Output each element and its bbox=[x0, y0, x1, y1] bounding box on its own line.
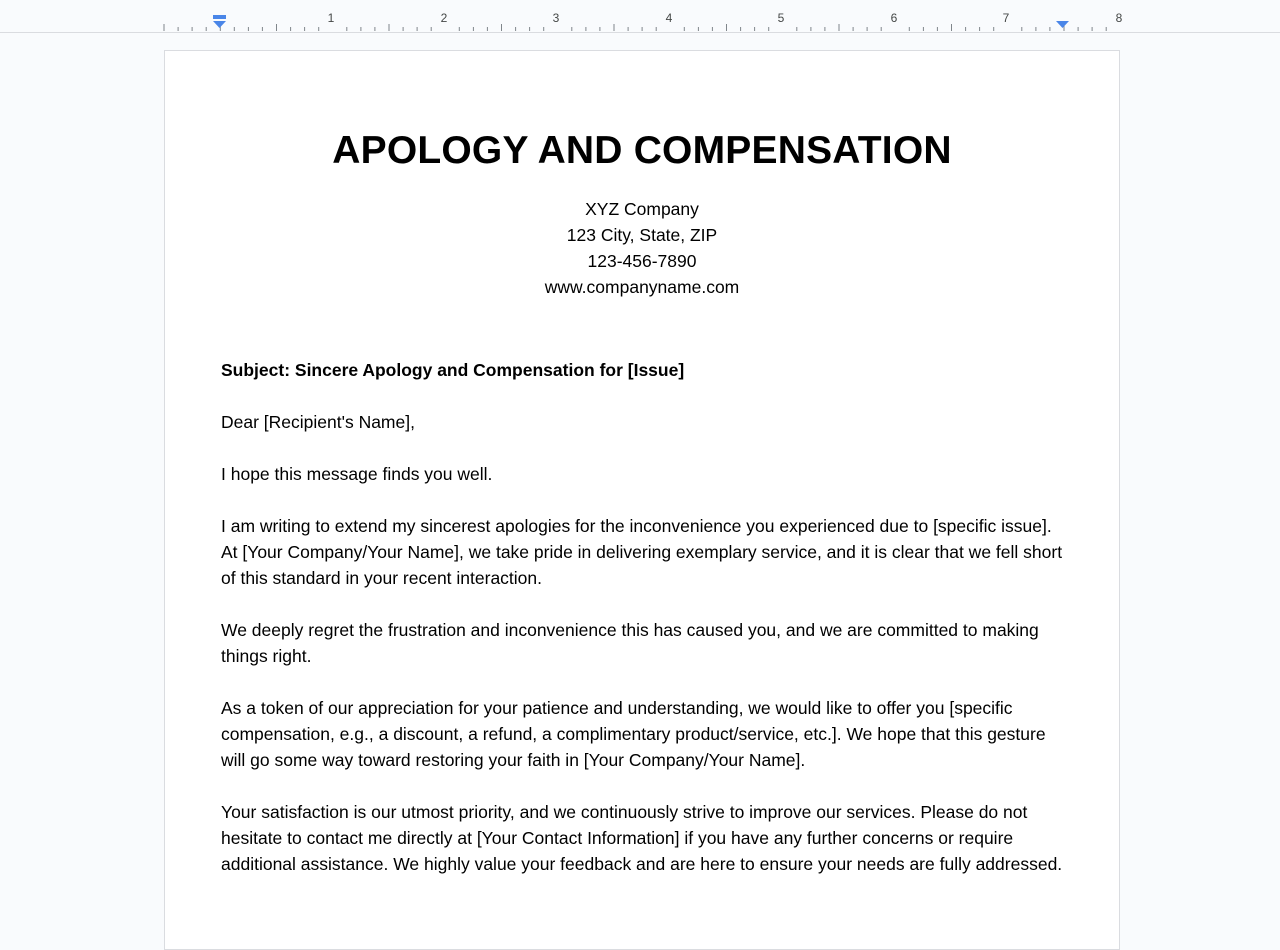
company-name[interactable]: XYZ Company bbox=[585, 199, 699, 219]
body-paragraph[interactable]: I hope this message finds you well. bbox=[221, 464, 493, 484]
ruler-number: 1 bbox=[327, 11, 335, 25]
company-website[interactable]: www.companyname.com bbox=[544, 277, 740, 297]
greeting[interactable]: Dear [Recipient's Name], bbox=[221, 412, 415, 432]
ruler-ticks bbox=[0, 0, 1280, 32]
body-paragraph[interactable]: Your satisfaction is our utmost priority, and we continuously strive to improve our services. Please do not hesitate to contact me directly at [Your Contact Information] if you have any further concerns or require additional assistance. We highly value your feedback and are here to ensure your needs are fully addressed. bbox=[221, 802, 1063, 874]
company-address-block[interactable] bbox=[165, 196, 1119, 300]
horizontal-ruler[interactable] bbox=[0, 0, 1280, 33]
ruler-number: 4 bbox=[665, 11, 673, 25]
document-page[interactable] bbox=[164, 50, 1120, 950]
ruler-number: 7 bbox=[1002, 11, 1010, 25]
ruler-number: 5 bbox=[777, 11, 785, 25]
first-line-indent-marker[interactable] bbox=[213, 15, 226, 19]
subject-line[interactable]: Subject: Sincere Apology and Compensation for [Issue] bbox=[221, 360, 685, 380]
left-indent-marker[interactable] bbox=[213, 21, 226, 28]
company-city-line[interactable]: 123 City, State, ZIP bbox=[566, 225, 718, 245]
ruler-number: 2 bbox=[440, 11, 448, 25]
body-paragraph[interactable]: We deeply regret the frustration and inconvenience this has caused you, and we are committed to making things right. bbox=[221, 620, 1039, 666]
body-paragraph[interactable]: I am writing to extend my sincerest apologies for the inconvenience you experienced due to [specific issue]. At [Your Company/Your Name], we take pride in delivering exemplary service, and it is clear that we fell short of this standard in your recent interaction. bbox=[221, 516, 1063, 588]
document-title[interactable]: APOLOGY AND COMPENSATION bbox=[332, 129, 952, 172]
letter-body[interactable] bbox=[221, 357, 1071, 903]
body-paragraph[interactable]: As a token of our appreciation for your patience and understanding, we would like to offer you [specific compensation, e.g., a discount, a refund, a complimentary product/service, etc.]. We hope that this gesture will go some way toward restoring your faith in [Your Company/Your Name]. bbox=[221, 698, 1046, 770]
company-phone[interactable]: 123-456-7890 bbox=[587, 251, 697, 271]
ruler-number: 3 bbox=[552, 11, 560, 25]
ruler-number: 8 bbox=[1115, 11, 1123, 25]
right-indent-marker[interactable] bbox=[1056, 21, 1069, 28]
ruler-number: 6 bbox=[890, 11, 898, 25]
